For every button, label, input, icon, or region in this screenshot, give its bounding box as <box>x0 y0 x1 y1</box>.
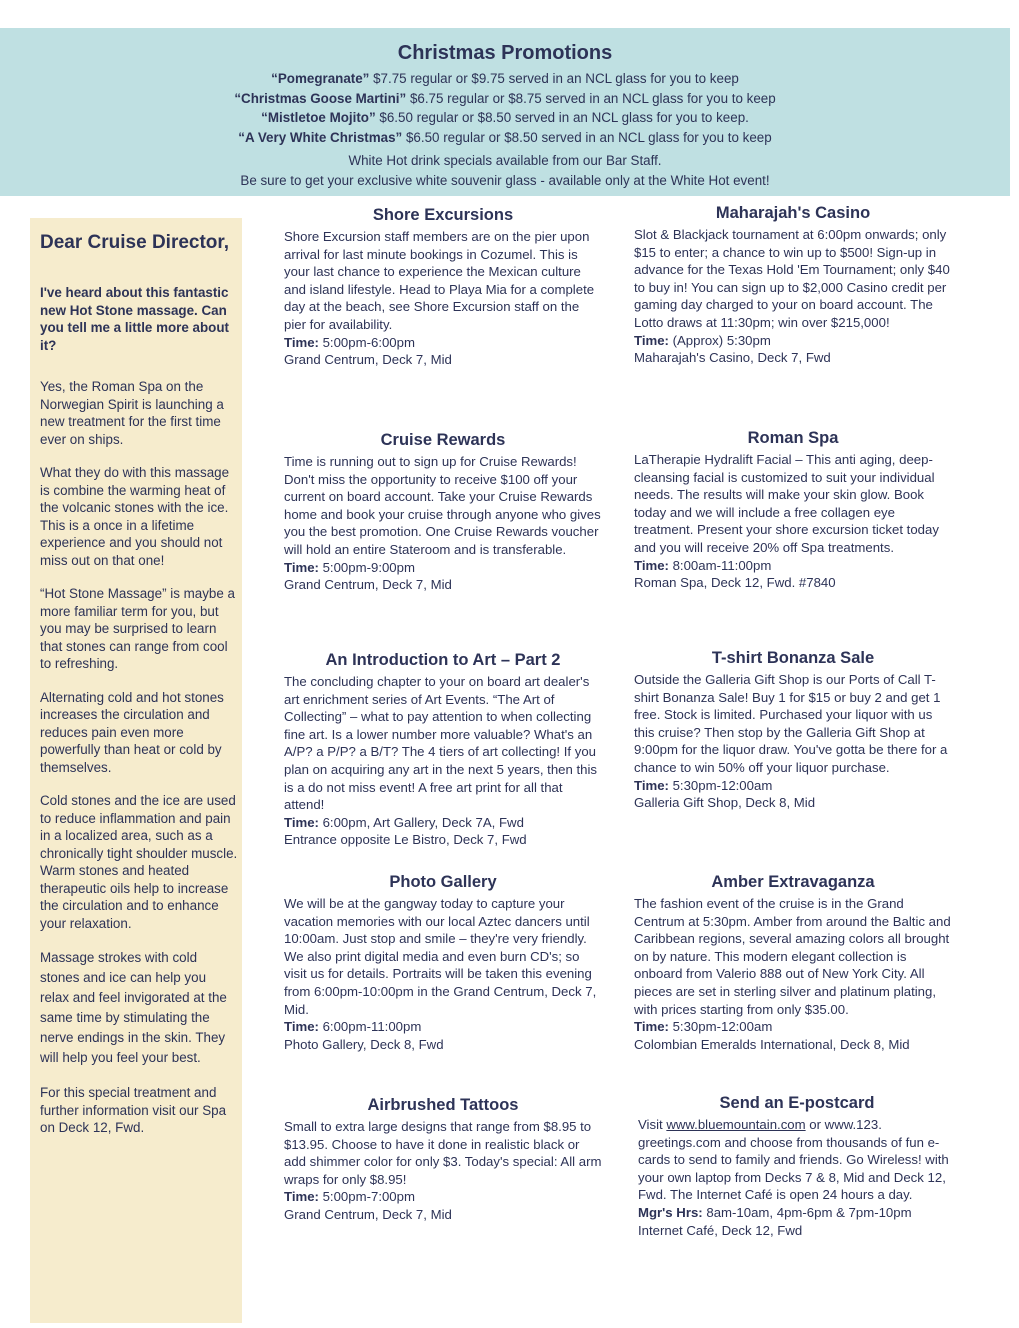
article-airbrushed-tattoos <box>284 1096 602 1224</box>
article-time: Time: (Approx) 5:30pm <box>634 332 771 348</box>
promo-item: “A Very White Christmas” $6.50 regular or $8.50 served in an NCL glass for you to keep <box>238 129 772 145</box>
article-title: Send an E-postcard <box>719 1094 875 1112</box>
promotions-banner <box>0 28 1010 196</box>
article-body: LaTherapie Hydralift Facial – This anti aging, deep-cleansing facial is customized to suit your individual needs. The results will make your skin glow. Book today and we will include a free collagen eye treatment. Present your shore excursion ticket today and you will receive 20% off Spa treatments. <box>634 452 939 555</box>
sidebar-paragraph: Alternating cold and hot stones increases the circulation and reduces pain even more powerfully than heat or cold by themselves. <box>40 689 224 775</box>
sidebar-heading: Dear Cruise Director, <box>40 232 230 253</box>
article-body: Visit www.bluemountain.com or www.123. greetings.com and choose from thousands of fun e-cards to send to family and friends. Go Wireless! with your own laptop from Decks 7 & 8, Mid and Deck 12, Fwd. The Internet Café is open 24 hours a day. <box>638 1117 949 1203</box>
article-time: Time: 5:00pm-7:00pm <box>284 1189 415 1205</box>
article-title: Roman Spa <box>747 429 839 447</box>
article-time: Time: 5:00pm-9:00pm <box>284 559 415 575</box>
article-title: Airbrushed Tattoos <box>367 1096 519 1114</box>
article-shore-excursions <box>284 206 602 369</box>
article-body: The concluding chapter to your on board art dealer's art enrichment series of Art Events. “The Art of Collecting” – what to pay attention to when collecting fine art. Is a lower number more valuable? What's an A/P? a P/P? a B/T? The 4 tiers of art collecting! If you plan on acquiring any art in the next 5 years, then this is a do not miss event! A free art print for all that attend! <box>284 674 598 813</box>
article-time: Time: 5:30pm-12:00am <box>634 777 773 793</box>
article-body: Small to extra large designs that range from $8.95 to $13.95. Choose to have it done in realistic black or add shimmer color for only $3. Today's special: All arm wraps for only $8.95! <box>284 1119 602 1187</box>
sidebar-paragraph: “Hot Stone Massage” is maybe a more familiar term for you, but you may be surprised to learn that stones can range from cool to refreshing. <box>40 586 235 671</box>
sidebar-paragraph: Yes, the Roman Spa on the Norwegian Spirit is launching a new treatment for the first time ever on ships. <box>40 379 224 447</box>
article-time: Time: 5:00pm-6:00pm <box>284 334 415 350</box>
sidebar-paragraph: Warm stones and heated therapeutic oils help to increase the circulation and to enhance your relaxation. <box>40 863 229 931</box>
article-amber-extravaganza <box>634 873 952 1053</box>
sidebar-paragraph: Cold stones and the ice are used to reduce inflammation and pain in a localized area, such as a chronically tight shoulder muscle. <box>40 793 238 861</box>
promo-item: “Mistletoe Mojito” $6.50 regular or $8.50 served in an NCL glass for you to keep. <box>261 110 749 125</box>
article-location: Photo Gallery, Deck 8, Fwd <box>284 1036 444 1052</box>
article-send-epostcard <box>638 1094 956 1239</box>
article-location: Entrance opposite Le Bistro, Deck 7, Fwd <box>284 832 527 848</box>
sidebar-paragraph: What they do with this massage is combine the warming heat of the volcanic stones with the ice. This is a once in a lifetime experience and you should not miss out on that one! <box>40 465 230 568</box>
article-location: Grand Centrum, Deck 7, Mid <box>284 577 452 593</box>
article-location: Colombian Emeralds International, Deck 8, Mid <box>634 1036 910 1052</box>
article-body: Slot & Blackjack tournament at 6:00pm onwards; only $15 to enter; a chance to win up to $500! Sign-up in advance for the Texas Hold 'Em Tournament; only $40 to buy in! You can sign up to $2,000 Casino credit per gaming day charged to your on board account. The Lotto draws at 11:30pm; win over $215,000! <box>634 227 950 330</box>
article-title: An Introduction to Art – Part 2 <box>325 651 561 669</box>
article-title: Shore Excursions <box>372 206 514 224</box>
article-location: Galleria Gift Shop, Deck 8, Mid <box>634 795 816 811</box>
sidebar-question: I've heard about this fantastic new Hot Stone massage. Can you tell me a little more about it? <box>40 285 229 353</box>
article-title: Maharajah's Casino <box>715 204 871 222</box>
promo-item: “Christmas Goose Martini” $6.75 regular or $8.75 served in an NCL glass for you to keep <box>234 90 776 106</box>
article-photo-gallery <box>284 873 602 1053</box>
article-cruise-rewards <box>284 431 602 594</box>
promotions-title: Christmas Promotions <box>397 42 613 64</box>
sidebar-paragraph: Massage strokes with cold stones and ice can help you relax and feel invigorated at the same time by stimulating the nerve endings in the skin. They will help you feel your best. <box>40 950 227 1065</box>
article-location: Maharajah's Casino, Deck 7, Fwd <box>634 350 831 366</box>
bluemountain-link[interactable]: www.bluemountain.com <box>666 1117 806 1132</box>
article-time: Time: 8:00am-11:00pm <box>634 557 772 573</box>
article-title: Cruise Rewards <box>380 431 506 449</box>
article-title: T-shirt Bonanza Sale <box>711 649 875 667</box>
article-location: Grand Centrum, Deck 7, Mid <box>284 352 452 368</box>
sidebar-paragraph: For this special treatment and further information visit our Spa on Deck 12, Fwd. <box>40 1085 227 1135</box>
article-location: Internet Café, Deck 12, Fwd <box>638 1222 803 1238</box>
promo-note: White Hot drink specials available from our Bar Staff. <box>348 153 662 168</box>
article-maharajahs-casino <box>634 204 952 367</box>
article-location: Roman Spa, Deck 12, Fwd. #7840 <box>634 575 836 591</box>
article-body: Outside the Galleria Gift Shop is our Ports of Call T-shirt Bonanza Sale! Buy 1 for $15 or buy 2 and get 1 free. Stock is limited. Purchased your liquor with us this cruise? Then stop by the Galleria Gift Shop at 9:00pm for the liquor draw. You've gotta be there for a chance to win 50% off your liquor purchase. <box>634 672 948 775</box>
cruise-director-sidebar <box>30 218 242 1323</box>
promo-item: “Pomegranate” $7.75 regular or $9.75 served in an NCL glass for you to keep <box>271 71 739 86</box>
article-time: Mgr's Hrs: 8am-10am, 4pm-6pm & 7pm-10pm <box>638 1204 912 1220</box>
article-body: The fashion event of the cruise is in the Grand Centrum at 5:30pm. Amber from around the Baltic and Caribbean regions, several amazing colors all brought on by nature. This modern elegant collection is onboard from Valerio 888 out of New York City. All pieces are set in sterling silver and platinum plating, with prices starting from only $35.00. <box>634 896 951 1017</box>
promo-note: Be sure to get your exclusive white souvenir glass - available only at the White Hot event! <box>240 172 770 188</box>
article-title: Photo Gallery <box>389 873 497 891</box>
article-time: Time: 6:00pm-11:00pm <box>284 1019 422 1035</box>
article-location: Grand Centrum, Deck 7, Mid <box>284 1206 452 1222</box>
article-title: Amber Extravaganza <box>711 873 875 891</box>
article-body: We will be at the gangway today to capture your vacation memories with our local Aztec dancers until 10:00am. Just stop and smile – they're very friendly. We also print digital media and even burn CD's; so visit us for details. Portraits will be taken this evening from 6:00pm-10:00pm in the Grand Centrum, Deck 7, Mid. <box>284 896 597 1017</box>
article-time: Time: 5:30pm-12:00am <box>634 1019 773 1035</box>
article-body: Shore Excursion staff members are on the pier upon arrival for last minute bookings in Cozumel. This is your last chance to experience the Mexican culture and island lifestyle. Head to Playa Mia for a complete day at the beach, see Shore Excursion staff on the pier for availability. <box>284 229 595 332</box>
article-time: Time: 6:00pm, Art Gallery, Deck 7A, Fwd <box>284 814 524 830</box>
article-roman-spa <box>634 429 952 592</box>
article-intro-to-art <box>284 651 602 849</box>
article-body: Time is running out to sign up for Cruise Rewards! Don't miss the opportunity to receive $100 off your current on board account. Take your Cruise Rewards home and book your cruise through anyone who gives you the best promotion. One Cruise Rewards voucher will hold an entire Stateroom and is transferable. <box>284 454 601 557</box>
article-tshirt-bonanza <box>634 649 952 812</box>
